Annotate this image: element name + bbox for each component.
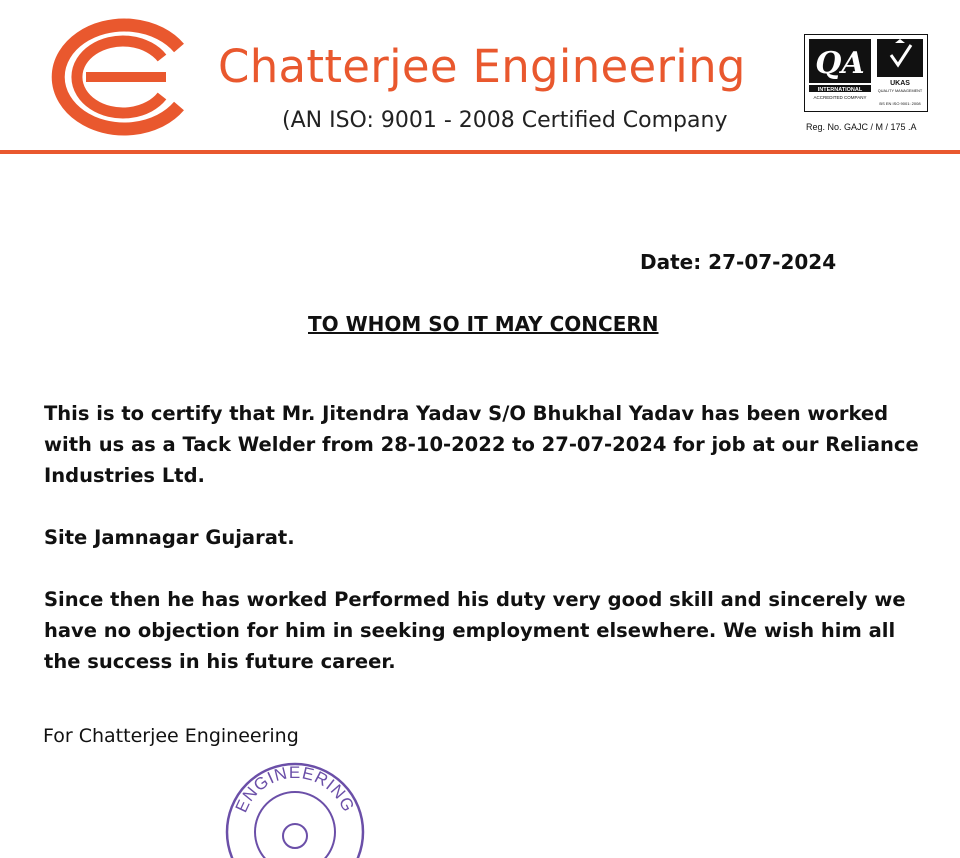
iso-text: BS EN ISO 9001: 2008 bbox=[879, 101, 921, 106]
signature-company-line: For Chatterjee Engineering bbox=[43, 725, 299, 747]
paragraph-site: Site Jamnagar Gujarat. bbox=[44, 526, 295, 549]
company-name: Chatterjee Engineering bbox=[218, 40, 746, 93]
letter-date: Date: 27-07-2024 bbox=[640, 250, 837, 274]
ukas-text: UKAS bbox=[890, 80, 910, 87]
registration-number: Reg. No. GAJC / M / 175 .A bbox=[806, 122, 917, 132]
certification-mark bbox=[804, 34, 928, 112]
company-stamp-icon bbox=[215, 748, 375, 858]
qa-ukas-badge-icon bbox=[805, 35, 927, 111]
accredited-text: ACCREDITED COMPANY bbox=[813, 95, 867, 100]
svg-text:ENGINEERING bbox=[232, 763, 359, 815]
company-subtitle: (AN ISO: 9001 - 2008 Certified Company bbox=[282, 108, 728, 133]
paragraph-certification: This is to certify that Mr. Jitendra Yadav S/O Bhukhal Yadav has been worked with us as a Tack Welder from 28-10-2022 to 27-07-2024 for job at our Reliance Industries Ltd. bbox=[44, 402, 919, 487]
paragraph-recommendation: Since then he has worked Performed his duty very good skill and sincerely we have no objection for him in seeking employment elsewhere. We wish him all the success in his future career. bbox=[44, 588, 906, 673]
stamp-text: ENGINEERING bbox=[231, 763, 359, 816]
quality-text: QUALITY MANAGEMENT bbox=[877, 89, 923, 93]
international-text: INTERNATIONAL bbox=[817, 87, 863, 93]
company-logo bbox=[44, 18, 194, 136]
letter-heading: TO WHOM SO IT MAY CONCERN bbox=[308, 312, 659, 336]
qa-text: QA bbox=[815, 46, 865, 81]
header-divider bbox=[0, 150, 960, 154]
